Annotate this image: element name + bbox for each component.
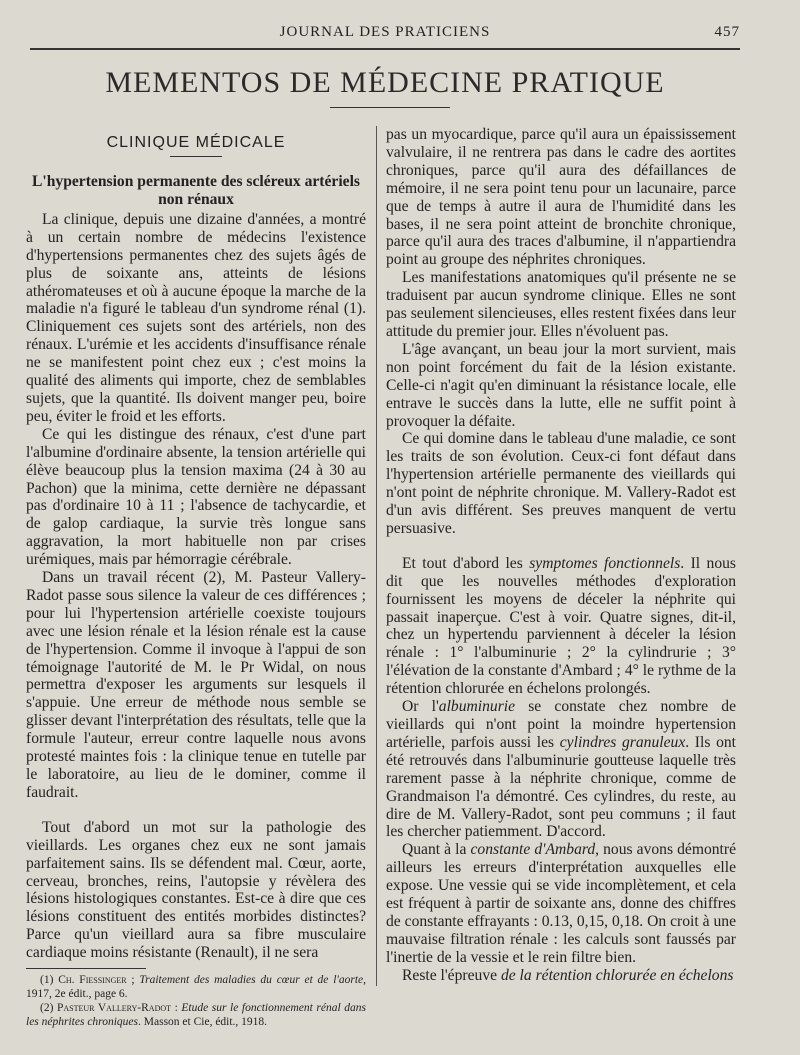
paragraph: Ce qui domine dans le tableau d'une maladie, ce sont les traits de son évolution. Ceux-ci font défaut dans l'hypertension artérielle permanente des vieillards qui n'ont point de néphrite chronique. M. Vallery-Radot est d'un avis différent. Ses preuves manquent de vertu persuasive. xyxy=(386,430,736,537)
running-head xyxy=(30,20,740,44)
footnote-rule xyxy=(26,968,146,969)
footnote-separator: ; xyxy=(126,974,140,987)
footnote-rest: . Masson et Cie, édit., 1918. xyxy=(138,1016,268,1029)
section-rule xyxy=(170,156,222,157)
paragraph: L'âge avançant, un beau jour la mort survient, mais non point forcément du fait de la lésion existante. Celle-ci n'agit qu'en diminuant la résistance locale, elle entrave le succès dans la lutte, elle ne suffit point à provoquer la défaite. xyxy=(386,340,736,430)
left-column xyxy=(26,126,366,1029)
text-run: . Ils ont été retrouvés dans l'albuminurie goutteuse laquelle très rarement passe à la néphrite chronique, comme de Grandmaison l'a démontré. Ces cylindres, du reste, au dire de M. Vallery-Radot, sont peu communs ; il faut les chercher patiemment. D'accord. xyxy=(386,733,736,841)
footnote-title: Etude sur le fonctionnement rénal dans les néphrites chroniques xyxy=(26,1002,366,1029)
text-run: Reste l'épreuve xyxy=(402,966,501,984)
emphasis: de la rétention chlorurée en échelons xyxy=(500,966,734,984)
footnote-number: (2) xyxy=(40,1002,57,1015)
emphasis: cylindres granuleux xyxy=(559,733,686,751)
article-title: L'hypertension permanente des scléreux artériels non rénaux xyxy=(32,172,360,208)
paragraph: La clinique, depuis une dizaine d'années, a montré à un certain nombre de médecins l'existence d'hypertensions permanentes chez des sujets âgés de plus de soixante ans, atteints de lésions athéromateuses et où à aucune époque la marche de la maladie n'a figuré le tableau d'un syndrome rénal (1). Cliniquement ces sujets sont des artériels, non des rénaux. L'urémie et les accidents d'insuffisance rénale ne se manifestent point chez eux ; c'est moins la qualité des aliments qui importe, chez de semblables sujets, que la quantité. Ils doivent manger peu, boire peu, éviter le froid et les efforts. xyxy=(26,210,366,425)
text-run: Quant à la xyxy=(402,841,471,859)
header-rule xyxy=(30,48,740,50)
paragraph xyxy=(386,698,736,841)
paragraph: Les manifestations anatomiques qu'il présente ne se traduisent par aucun syndrome clinique. Elles ne sont pas seulement silencieuses, elles restent fixées dans leur attitude du premier jour. Elles n'évoluent pas. xyxy=(386,269,736,340)
emphasis: symptomes fonctionnels xyxy=(529,554,681,572)
paragraph xyxy=(386,967,736,985)
footnote-separator: : xyxy=(171,1002,182,1015)
footnote-number: (1) xyxy=(40,974,59,987)
column-divider xyxy=(376,126,377,986)
journal-name: JOURNAL DES PRATICIENS xyxy=(279,24,491,40)
footnote-author: Ch. Fiessinger xyxy=(58,974,127,987)
footnote-2 xyxy=(26,1001,366,1029)
text-run: se constate chez nombre de vieillards qui n'ont point la moindre hypertension artérielle, parfois aussi les xyxy=(386,698,736,751)
title-rule xyxy=(330,107,450,108)
text-run: Or l' xyxy=(402,698,439,716)
page-number: 457 xyxy=(714,24,740,40)
text-run: . Il nous dit que les nouvelles méthodes d'exploration fournissent les moyens de déceler la néphrite qui passait inaperçue. C'est à voir. Quatre signes, dit-il, chez un hypertendu parviennent à déceler la lésion rénale : 1° l'albuminurie ; 2° la cylindrurie ; 3° l'élévation de la constante d'Ambard ; 4° le rythme de la rétention chlorurée en échelons prolongés. xyxy=(386,554,736,698)
paragraph: Tout d'abord un mot sur la pathologie des vieillards. Les organes chez eux ne sont jamais parfaitement sains. Ils se défendent mal. Cœur, aorte, cerveau, bronches, reins, l'autopsie y révèlera des lésions histologiques constantes. Est-ce à dire que ces lésions constituent des entités morbides distinctes? Parce qu'un vieillard aura sa fibre musculaire cardiaque moins résistante (Renault), il ne sera xyxy=(26,818,366,962)
footnote-title: Traitement des maladies du cœur et de l'aorte xyxy=(139,974,364,987)
paragraph: Ce qui les distingue des rénaux, c'est d'une part l'albumine d'ordinaire absente, la tension artérielle qui élève beaucoup plus la tension maxima (24 à 30 au Pachon) que la minima, cette dernière ne dépassant pas d'ordinaire 10 à 11 ; l'absence de tachycardie, et de galop cardiaque, la survie très longue sans aggravation, la mort habituelle non par crises urémiques, mais par hémorragie cérébrale. xyxy=(26,425,366,569)
emphasis: constante d'Ambard xyxy=(470,841,596,859)
text-run: Et tout d'abord les xyxy=(402,554,530,572)
right-column xyxy=(386,126,736,985)
footnote-rest: , 1917, 2e édit., page 6. xyxy=(26,974,367,1001)
text-run: , nous avons démontré ailleurs les erreurs d'interprétation auxquelles elle expose. Une vessie qui se vide incomplètement, et cela est fréquent à partir de soixante ans, donne des chiffres de constante effrayants : 0.13, 0,15, 0,18. On croit à une mauvaise filtration rénale : les calculs sont faussés par l'inertie de la vessie et le rein filtre bien. xyxy=(386,841,736,966)
footnote-author: Pasteur Vallery-Radot xyxy=(57,1002,172,1015)
page-title: MEMENTOS DE MÉDECINE PRATIQUE xyxy=(105,66,665,99)
section-title: CLINIQUE MÉDICALE xyxy=(106,134,286,151)
paragraph: pas un myocardique, parce qu'il aura un épaississement valvulaire, il ne rentrera pas dans le cadre des aortites chroniques, parce qu'il aura des défaillances de mémoire, il ne sera point tenu pour un lacunaire, parce que de temps à autre il aura de l'humidité dans les bases, il ne sera point atteint de bronchite chronique, parce qu'il aura des traces d'albumine, il n'appartiendra point au groupe des néphrites chroniques. xyxy=(386,126,736,269)
emphasis: albuminurie xyxy=(438,698,516,716)
paragraph xyxy=(386,841,736,966)
footnote-1 xyxy=(26,973,366,1001)
paragraph xyxy=(386,555,736,698)
paragraph: Dans un travail récent (2), M. Pasteur Vallery-Radot passe sous silence la valeur de ces différences ; pour lui l'hypertension artérielle coexiste toujours avec une lésion rénale et la lésion rénale est la cause de l'hypertension. Comme il invoque à l'appui de son témoignage l'autorité de M. le Pr Widal, on nous permettra d'exposer les arguments sur lesquels il s'appuie. Une erreur de méthode nous semble se glisser devant l'interprétation des résultats, telle que la formule l'auteur, erreur contre laquelle nous avons protesté maintes fois : la clinique tenue en tutelle par le laboratoire, au lieu de le dominer, comme il faudrait. xyxy=(26,569,366,801)
